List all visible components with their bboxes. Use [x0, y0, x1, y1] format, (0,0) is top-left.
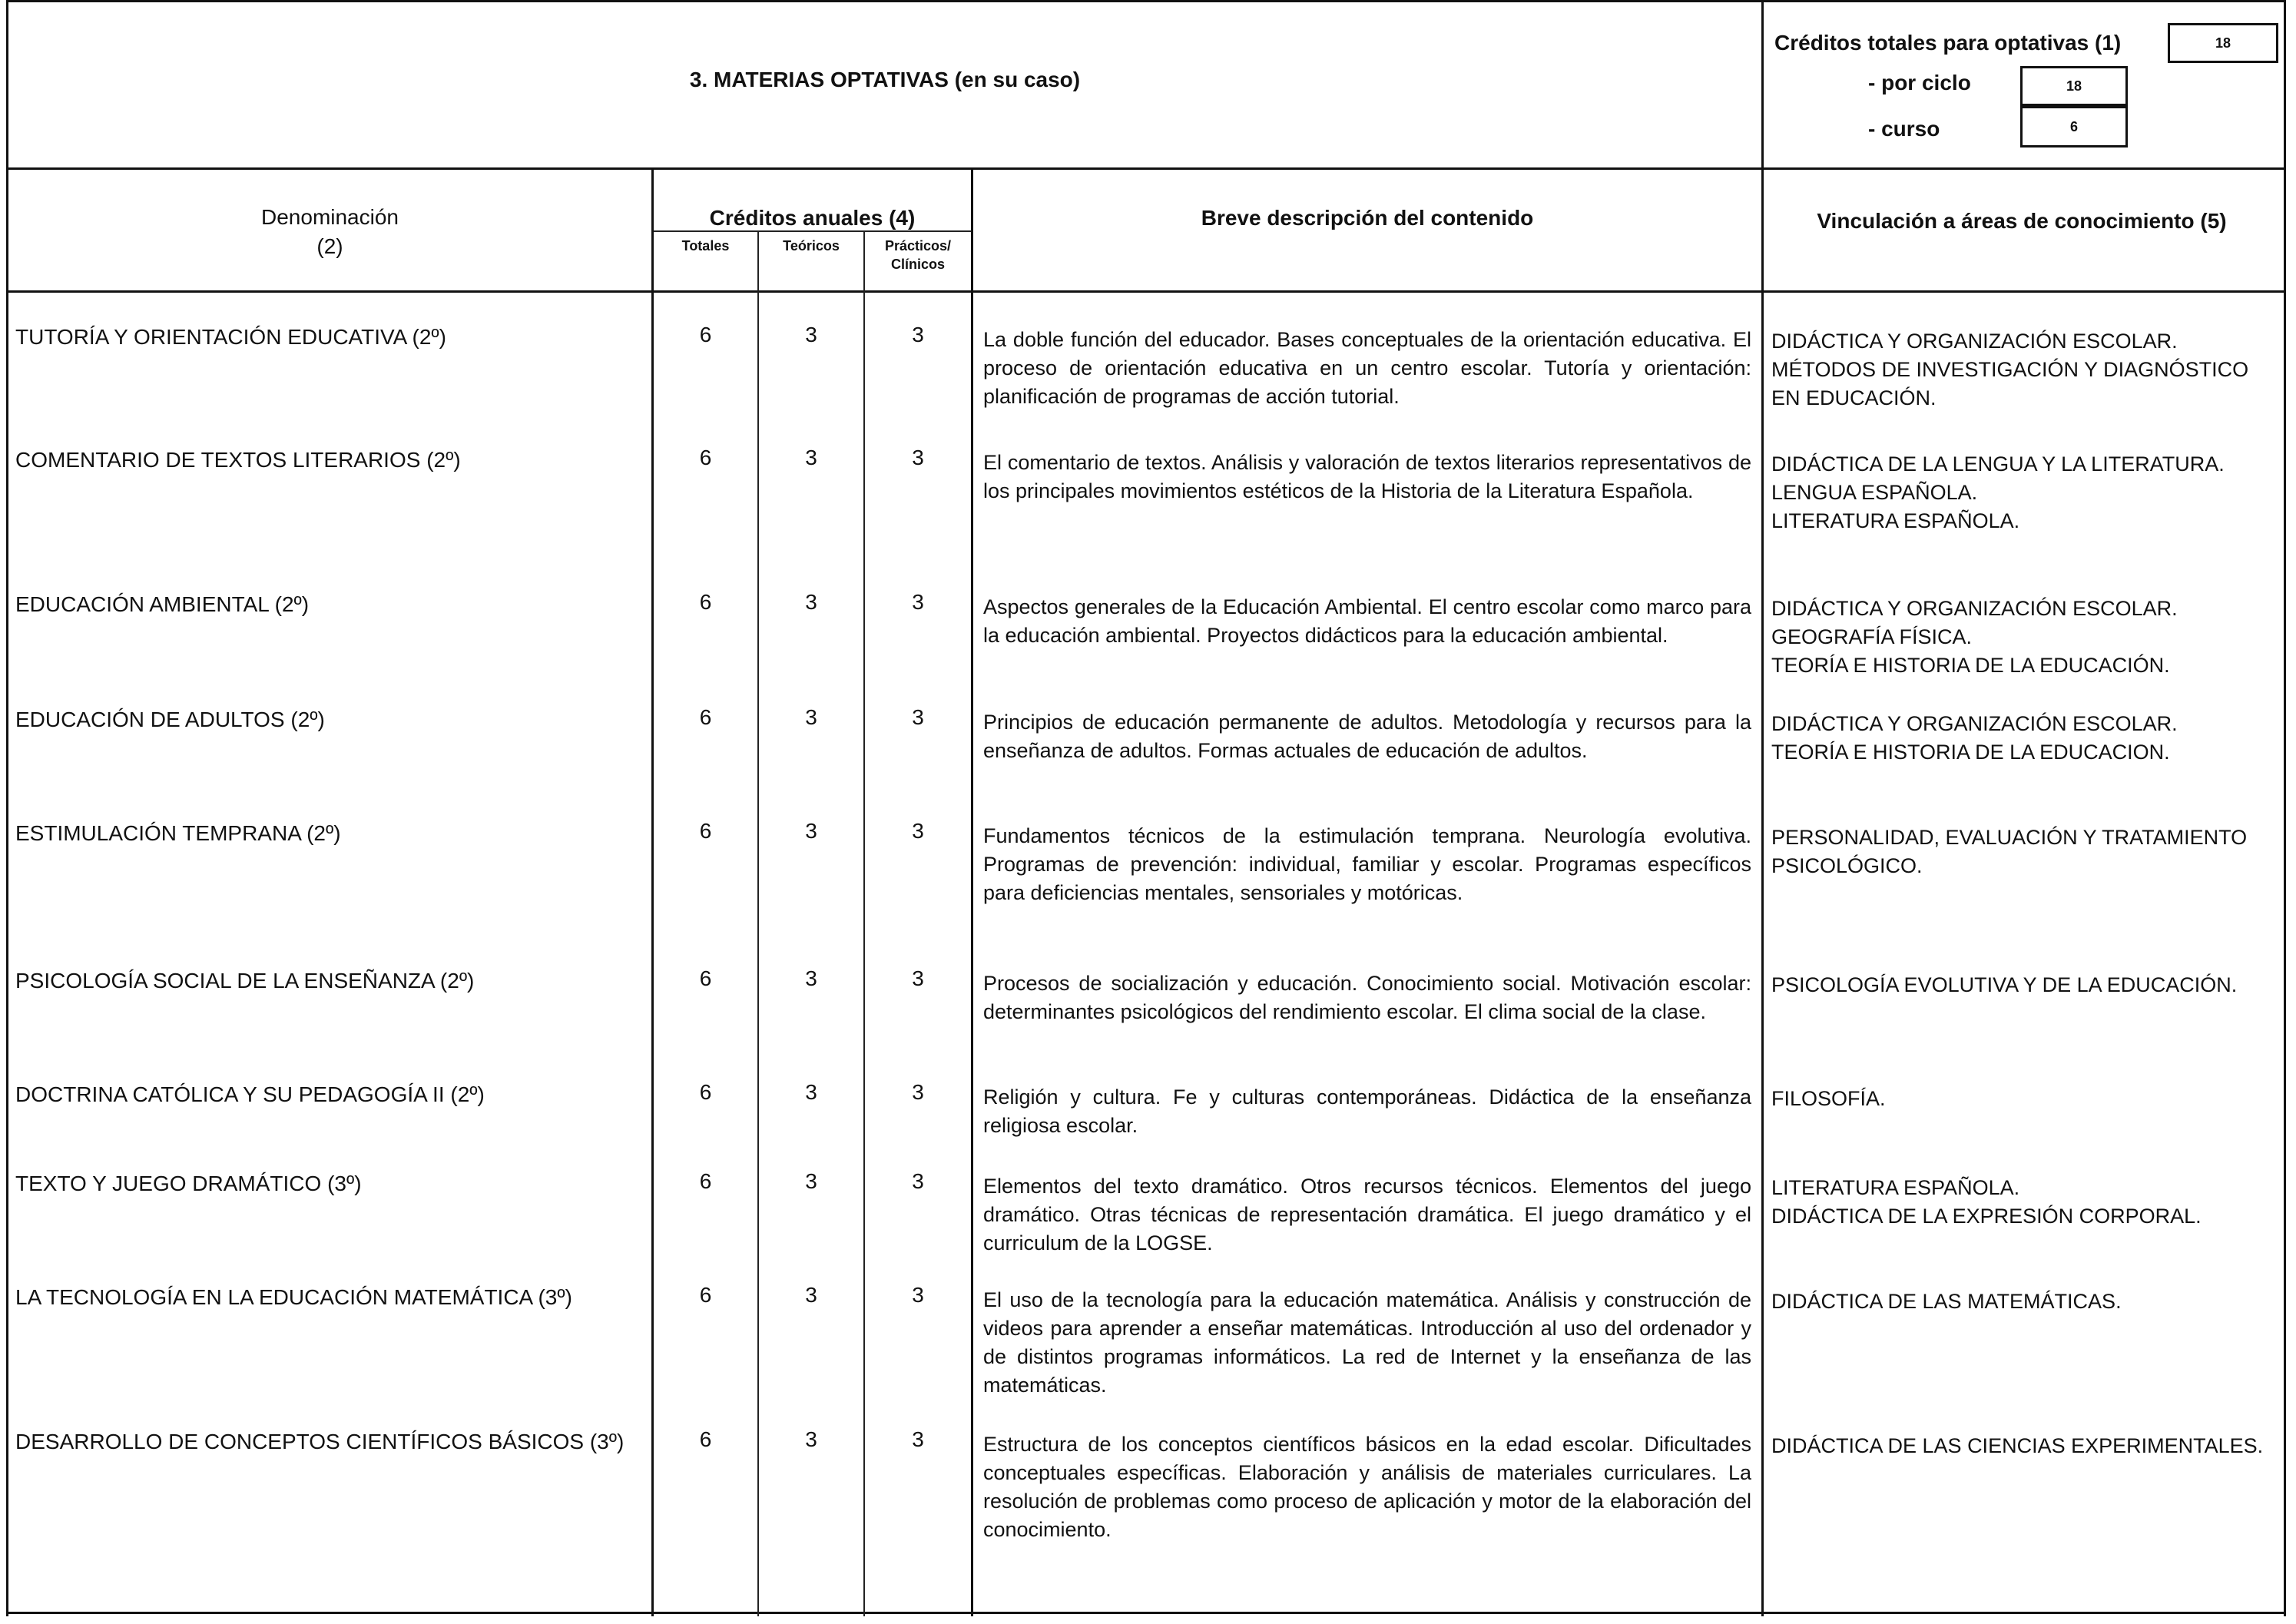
credits-teoricos: 3: [805, 590, 817, 614]
credits-practicos: 3: [912, 1080, 924, 1104]
knowledge-area: DIDÁCTICA DE LA LENGUA Y LA LITERATURA.: [1771, 452, 2225, 476]
col-header-descripcion: Breve descripción del contenido: [1201, 206, 1534, 230]
credits-totales: 6: [699, 1427, 712, 1451]
credits-teoricos: 3: [805, 1169, 817, 1193]
knowledge-area: DIDÁCTICA Y ORGANIZACIÓN ESCOLAR.: [1771, 712, 2178, 735]
subject-description: Principios de educación permanente de adultos. Metodología y recursos para la enseñanza de adultos. Formas actuales de educación de adultos.: [983, 711, 1751, 762]
knowledge-area: LENGUA ESPAÑOLA.: [1771, 481, 1978, 504]
knowledge-area: MÉTODOS DE INVESTIGACIÓN Y DIAGNÓSTICO EN EDUCACIÓN.: [1771, 358, 2249, 409]
top-border: [6, 0, 2286, 2]
credits-practicos: 3: [912, 705, 924, 729]
knowledge-area: DIDÁCTICA DE LAS CIENCIAS EXPERIMENTALES.: [1771, 1434, 2264, 1457]
header-divider: [6, 167, 2286, 170]
credits-practicos: 3: [912, 819, 924, 843]
credits-total-box: 18: [2168, 23, 2278, 63]
knowledge-area: FILOSOFÍA.: [1771, 1087, 1886, 1110]
col-header-practicos-line2: Clínicos: [890, 257, 945, 272]
subject-name: PSICOLOGÍA SOCIAL DE LA ENSEÑANZA (2º): [15, 969, 475, 993]
knowledge-areas: [1771, 1174, 2271, 1231]
credits-teoricos: 3: [805, 819, 817, 843]
col-header-totales: Totales: [681, 238, 730, 254]
credits-practicos: 3: [912, 446, 924, 469]
credits-totales: 6: [699, 1169, 712, 1193]
col-divider-totales: [757, 230, 759, 1616]
subject-name: EDUCACIÓN DE ADULTOS (2º): [15, 708, 325, 731]
credits-totales: 6: [699, 1283, 712, 1307]
credits-practicos: 3: [912, 1169, 924, 1193]
col-header-denominacion-label: Denominación: [261, 205, 399, 229]
subject-name: DOCTRINA CATÓLICA Y SU PEDAGOGÍA II (2º): [15, 1082, 485, 1106]
subject-description: Aspectos generales de la Educación Ambiental. El centro escolar como marco para la educación ambiental. Proyectos didácticos para la educación ambiental.: [983, 595, 1751, 647]
credits-totales: 6: [699, 446, 712, 469]
knowledge-area: TEORÍA E HISTORIA DE LA EDUCACIÓN.: [1771, 654, 2170, 677]
knowledge-area: LITERATURA ESPAÑOLA.: [1771, 1176, 2020, 1199]
credits-practicos: 3: [912, 1283, 924, 1307]
credits-totales: 6: [699, 1080, 712, 1104]
knowledge-areas: [1771, 710, 2271, 767]
subject-name: TUTORÍA Y ORIENTACIÓN EDUCATIVA (2º): [15, 325, 446, 349]
col-header-teoricos: Teóricos: [783, 238, 840, 254]
subject-description: Elementos del texto dramático. Otros recursos técnicos. Elementos del juego dramático. Otras técnicas de representación dramática. El juego dramático y el curriculum de la LOGSE.: [983, 1175, 1751, 1254]
credits-teoricos: 3: [805, 323, 817, 346]
subject-name: LA TECNOLOGÍA EN LA EDUCACIÓN MATEMÁTICA (3º): [15, 1285, 572, 1309]
credits-teoricos: 3: [805, 705, 817, 729]
col-divider-teoricos: [863, 230, 865, 1616]
subject-name: ESTIMULACIÓN TEMPRANA (2º): [15, 821, 341, 845]
subject-description: Fundamentos técnicos de la estimulación temprana. Neurología evolutiva. Programas de prevención: individual, familiar y escolar. Programas específicos para deficiencias mentales, sensoriales y motóricas.: [983, 824, 1751, 904]
col-header-practicos: [865, 237, 971, 273]
knowledge-areas: [1771, 824, 2271, 880]
credits-totales: 6: [699, 590, 712, 614]
col-header-denominacion-ref: (2): [316, 234, 343, 258]
knowledge-area: DIDÁCTICA DE LAS MATEMÁTICAS.: [1771, 1290, 2122, 1313]
knowledge-area: DIDÁCTICA Y ORGANIZACIÓN ESCOLAR.: [1771, 330, 2178, 353]
credits-teoricos: 3: [805, 1080, 817, 1104]
subject-name: DESARROLLO DE CONCEPTOS CIENTÍFICOS BÁSICOS (3º): [15, 1430, 625, 1453]
credits-totales: 6: [699, 819, 712, 843]
credits-totales: 6: [699, 705, 712, 729]
col-header-vinculacion: Vinculación a áreas de conocimiento (5): [1817, 209, 2227, 233]
credits-teoricos: 3: [805, 446, 817, 469]
knowledge-area: PERSONALIDAD, EVALUACIÓN Y TRATAMIENTO PSICOLÓGICO.: [1771, 826, 2248, 877]
header-split-line: [1761, 0, 1764, 1616]
bottom-border: [6, 1612, 2286, 1614]
knowledge-areas: [1771, 1288, 2271, 1316]
per-course-box: 6: [2020, 106, 2128, 147]
subject-description: Procesos de socialización y educación. Conocimiento social. Motivación escolar: determinantes psicológicos del rendimiento escolar. El clima social de la clase.: [983, 972, 1751, 1023]
knowledge-areas: [1771, 450, 2271, 535]
knowledge-areas: [1771, 1085, 2271, 1113]
knowledge-area: LITERATURA ESPAÑOLA.: [1771, 509, 2020, 532]
subject-name: COMENTARIO DE TEXTOS LITERARIOS (2º): [15, 448, 461, 472]
credits-teoricos: 3: [805, 966, 817, 990]
credits-teoricos: 3: [805, 1283, 817, 1307]
knowledge-areas: [1771, 327, 2271, 413]
subject-description: El uso de la tecnología para la educación matemática. Análisis y construcción de videos para aprender a enseñar matemáticas. Introducción al uso del ordenador y de distintos programas informáticos. La red de Internet y la enseñanza de las matemáticas.: [983, 1288, 1751, 1397]
col-divider-practicos: [971, 167, 973, 1616]
knowledge-area: DIDÁCTICA DE LA EXPRESIÓN CORPORAL.: [1771, 1205, 2202, 1228]
subject-name: TEXTO Y JUEGO DRAMÁTICO (3º): [15, 1172, 362, 1195]
credits-totales: 6: [699, 323, 712, 346]
knowledge-area: PSICOLOGÍA EVOLUTIVA Y DE LA EDUCACIÓN.: [1771, 973, 2238, 996]
credits-totales: 6: [699, 966, 712, 990]
subheader-divider: [653, 230, 972, 232]
credits-practicos: 3: [912, 590, 924, 614]
subject-name: EDUCACIÓN AMBIENTAL (2º): [15, 592, 310, 616]
subject-description: El comentario de textos. Análisis y valoración de textos literarios representativos de los principales movimientos estéticos de la Historia de la Literatura Española.: [983, 451, 1751, 502]
credits-total-label: Créditos totales para optativas (1): [1774, 31, 2122, 55]
per-cycle-label: - por ciclo: [1868, 71, 1971, 94]
knowledge-areas: [1771, 595, 2271, 680]
col-divider-denominacion: [651, 167, 654, 1616]
knowledge-area: TEORÍA E HISTORIA DE LA EDUCACION.: [1771, 741, 2170, 764]
col-header-denominacion: [8, 203, 651, 261]
credits-practicos: 3: [912, 1427, 924, 1451]
subject-description: La doble función del educador. Bases conceptuales de la orientación educativa. El proceso de orientación educativa en un centro escolar. Tutoría y orientación: planificación de programas de acción tutorial.: [983, 328, 1751, 408]
credits-practicos: 3: [912, 966, 924, 990]
knowledge-area: DIDÁCTICA Y ORGANIZACIÓN ESCOLAR.: [1771, 597, 2178, 620]
section-title: 3. MATERIAS OPTATIVAS (en su caso): [689, 68, 1081, 91]
credits-teoricos: 3: [805, 1427, 817, 1451]
column-header-divider: [6, 290, 2286, 293]
col-header-practicos-line1: Prácticos/: [884, 238, 952, 254]
knowledge-area: GEOGRAFÍA FÍSICA.: [1771, 625, 1973, 648]
subject-description: Religión y cultura. Fe y culturas contemporáneas. Didáctica de la enseñanza religiosa escolar.: [983, 1085, 1751, 1137]
knowledge-areas: [1771, 1432, 2271, 1460]
col-header-creditos: Créditos anuales (4): [709, 206, 916, 230]
subject-description: Estructura de los conceptos científicos básicos en la edad escolar. Dificultades conceptuales específicas. Elaboración y análisis de materiales curriculares. La resolución de problemas como proceso de aplicación y motor de la elaboración del conocimiento.: [983, 1433, 1751, 1541]
credits-practicos: 3: [912, 323, 924, 346]
per-cycle-box: 18: [2020, 66, 2128, 106]
knowledge-areas: [1771, 971, 2271, 999]
per-course-label: - curso: [1868, 117, 1940, 141]
